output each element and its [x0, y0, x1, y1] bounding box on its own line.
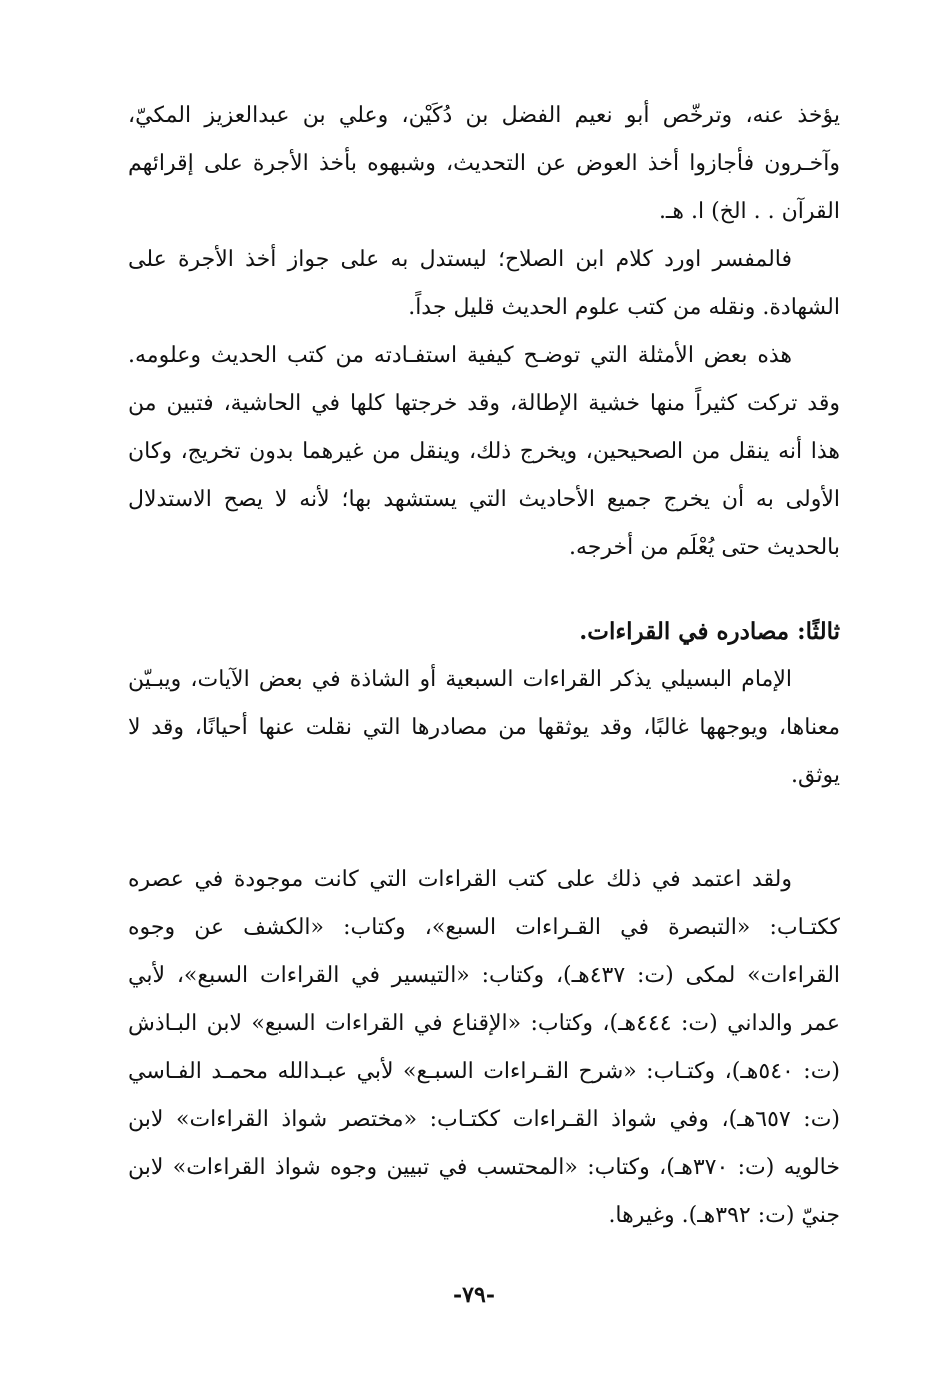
page-number: -٧٩- [453, 1282, 495, 1308]
section-heading: ثالثًا: مصادره في القراءات. [579, 618, 840, 645]
section-paragraph-2: ولقد اعتمد في ذلك على كتب القراءات التي كانت موجودة في عصره ككتـاب: «التبصرة في القـراءات السبع»، وكتاب: «الكشف عن وجوه القراءات» لمكى (ت: ٤٣٧هـ)، وكتاب: «التيسير في القراءات السبع»، لأبي عمر والداني (ت: ٤٤٤هـ)، وكتاب: «الإقناع في القراءات السبع» لابن البـاذش (ت: ٥٤٠هـ)، وكتـاب: «شرح القـراءات السبـع» لأبي عبـدالله محمـد الفـاسي (ت: ٦٥٧هـ)، وفي شواذ القـراءات ككتـاب: «مختصر شواذ القراءات» لابن خالويه (ت: ٣٧٠هـ)، وكتاب: «المحتسب في تبيين وجوه شواذ القراءات» لابن جنيّ (ت: ٣٩٢هـ). وغيرها. [128, 867, 841, 1228]
paragraph-1: يؤخذ عنه، وترخّص أبو نعيم الفضل بن دُكَيْن، وعلي بن عبدالعزيز المكيّ، وآخـرون فأجازوا أخذ العوض عن التحديث، وشبهوه بأخذ الأجرة على إقرائهم القرآن . . الخ) ا. هـ. [128, 103, 840, 224]
page-body [128, 92, 840, 1240]
paragraph-3: هذه بعض الأمثلة التي توضـح كيفية استفـادته من كتب الحديث وعلومه. وقد تركت كثيراً منها خشية الإطالة، وقد خرجتها كلها في الحاشية، فتبين من هذا أنه ينقل من الصحيحين، ويخرج ذلك، وينقل من غيرهما بدون تخريج، وكان الأولى به أن يخرج جميع الأحاديث التي يستشهد بها؛ لأنه لا يصح الاستدلال بالحديث حتى يُعْلَم من أخرجه. [128, 343, 840, 560]
paragraph-2: فالمفسر اورد كلام ابن الصلاح؛ ليستدل به على جواز أخذ الأجرة على الشهادة. ونقله من كتب علوم الحديث قليل جداً. [128, 247, 840, 320]
section-paragraph-1: الإمام البسيلي يذكر القراءات السبعية أو الشاذة في بعض الآيات، ويبـيّن معناها، ويوجهها غالبًا، وقد يوثقها من مصادرها التي نقلت عنها أحيانًا، وقد لا يوثق. [128, 667, 840, 788]
